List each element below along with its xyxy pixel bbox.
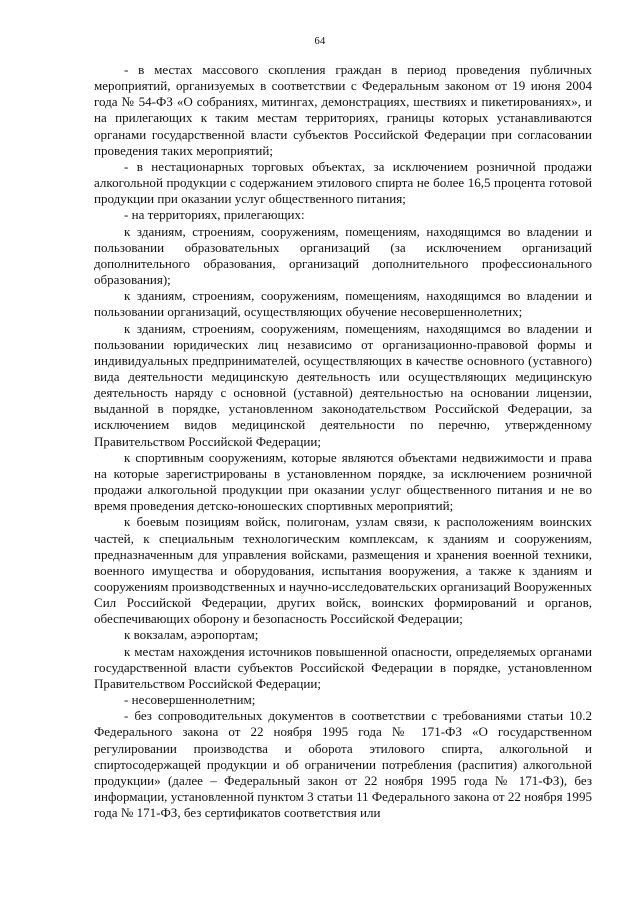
paragraph-without-documents: - без сопроводительных документов в соответствии с требованиями статьи 10.2 Федерального закона от 22 ноября 1995 года № 171-ФЗ «О государственном регулировании производства и оборота этилового спирта, алкогольной и спиртосодержащей продукции и об ограничении потребления (распития) алкогольной продукции» (далее – Федеральный закон от 22 ноября 1995 года № 171-ФЗ), без информации, установленной пунктом 3 статьи 11 Федерального закона от 22 ноября 1995 года № 171-ФЗ, без сертификатов соответствия или — [94, 708, 592, 821]
paragraph-minors: - несовершеннолетним; — [124, 692, 256, 708]
paragraph-non-stationary-objects: - в нестационарных торговых объектах, за исключением розничной продажи алкогольной продукции с содержанием этилового спирта не более 16,5 процента готовой продукции при оказании услуг общественного питания; — [94, 158, 592, 207]
paragraph-danger-sources: к местам нахождения источников повышенной опасности, определяемых органами государственной власти субъектов Российской Федерации в порядке, установленном Правительством Российской Федерации; — [94, 643, 592, 691]
paragraph-mass-gatherings: - в местах массового скопления граждан в период проведения публичных мероприятий, организуемых в соответствии с Федеральным законом от 19 июня 2004 года № 54-ФЗ «О собраниях, митингах, демонстрациях, шествиях и пикетированиях», и на прилегающих к таким местам территориях, границы которых устанавливаются органами государственной власти субъектов Российской Федерации при согласовании проведения таких мероприятий; — [94, 62, 592, 158]
page-number: 64 — [314, 36, 326, 47]
paragraph-sports-facilities: к спортивным сооружениям, которые являются объектами недвижимости и права на которые зарегистрированы в установленном порядке, за исключением розничной продажи алкогольной продукции при оказании услуг общественного питания и не во время проведения детско-юношеских спортивных мероприятий; — [94, 449, 592, 514]
paragraph-medical-organizations: к зданиям, строениям, сооружениям, помещениям, находящимся во владении и пользовании юридических лиц независимо от организационно-правовой формы и индивидуальных предпринимателей, осуществляющих в качестве основного (уставного) вида деятельности медицинскую деятельность или осуществляющих медицинскую деятельность наряду с основной (уставной) деятельностью на основании лицензии, выданной в порядке, установленном законодательством Российской Федерации, за исключением видов медицинской деятельности по перечню, утвержденному Правительством Российской Федерации; — [94, 320, 592, 449]
paragraph-military-objects: к боевым позициям войск, полигонам, узлам связи, к расположениям воинских частей, к специальным технологическим комплексам, к зданиям и сооружениям, предназначенным для управления войсками, размещения и хранения военной техники, военного имущества и оборудования, испытания вооружения, а также к зданиям и сооружениям производственных и научно-исследовательских организаций Вооруженных Сил Российской Федерации, других войск, воинских формирований и органов, обеспечивающих оборону и безопасность Российской Федерации; — [94, 514, 592, 627]
paragraph-stations-airports: к вокзалам, аэропортам; — [124, 627, 259, 643]
paragraph-educational-organizations: к зданиям, строениям, сооружениям, помещениям, находящимся во владении и пользовании образовательных организаций (за исключением организаций дополнительного образования, организаций дополнительного профессионального образования); — [94, 223, 592, 288]
paragraph-adjacent-territories: - на территориях, прилегающих: — [124, 207, 305, 223]
paragraph-minors-education: к зданиям, строениям, сооружениям, помещениям, находящимся во владении и пользовании организаций, осуществляющих обучение несовершеннолетних; — [94, 288, 592, 320]
document-body — [94, 62, 592, 821]
